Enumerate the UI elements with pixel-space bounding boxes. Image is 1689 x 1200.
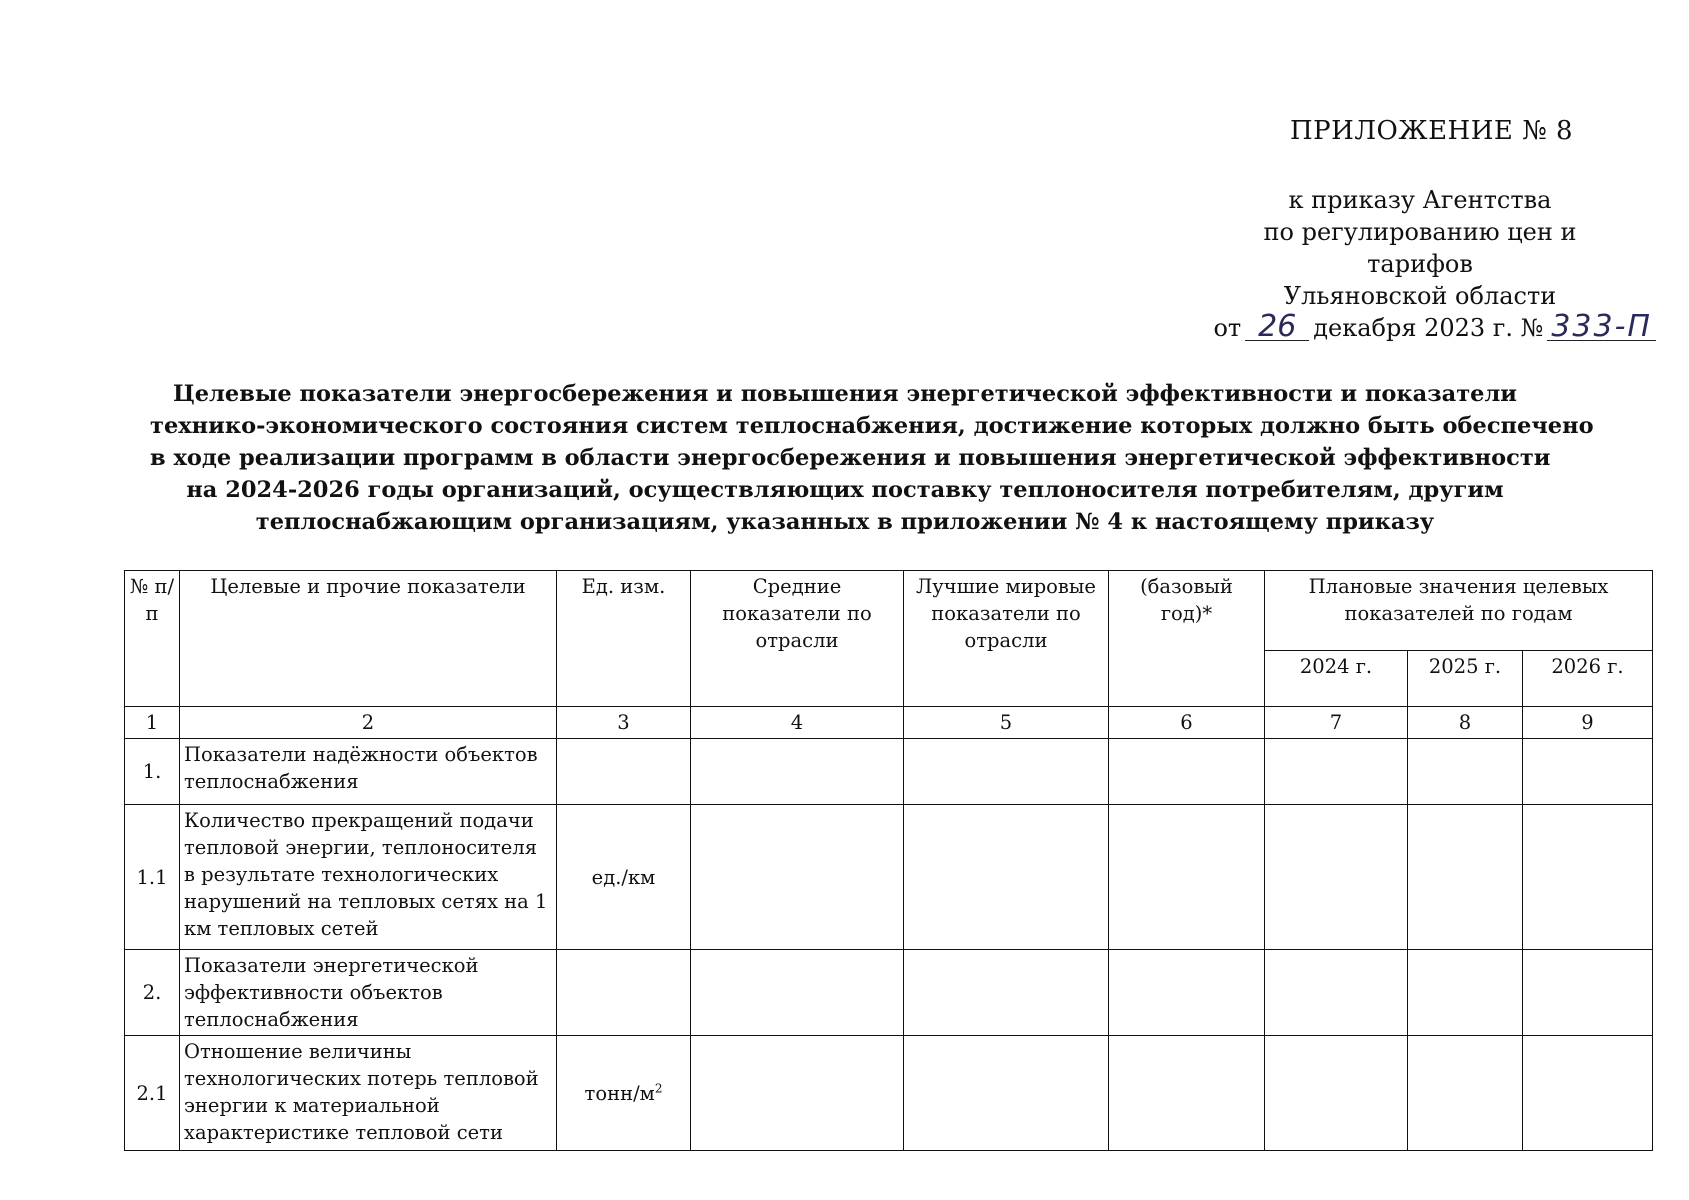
column-number: 9	[1523, 707, 1653, 739]
document-heading	[150, 378, 1594, 538]
cell-2026	[1523, 950, 1653, 1036]
cell-2025	[1408, 805, 1523, 950]
column-number: 4	[691, 707, 904, 739]
row-unit	[557, 739, 691, 805]
heading-line: Целевые показатели энергосбережения и повышения энергетической эффективности и показатели	[172, 381, 1517, 407]
row-unit-text: тонн/м	[584, 1081, 655, 1105]
cell-best	[904, 950, 1109, 1036]
row-unit	[557, 950, 691, 1036]
cell-2025	[1408, 739, 1523, 805]
table-row	[125, 805, 1653, 950]
column-number: 8	[1408, 707, 1523, 739]
column-number: 1	[125, 707, 180, 739]
cell-best	[904, 805, 1109, 950]
column-numbers-row	[125, 707, 1653, 739]
column-number: 5	[904, 707, 1109, 739]
row-unit	[557, 1036, 691, 1151]
header-avg: Средние показатели по отрасли	[691, 571, 904, 707]
cell-2026	[1523, 805, 1653, 950]
order-reference	[1210, 184, 1652, 344]
row-indicator: Количество прекращений подачи тепловой энергии, теплоносителя в результате технологических нарушений на тепловых сетях на 1 км тепловых сетей	[180, 805, 557, 950]
cell-best	[904, 739, 1109, 805]
appendix-title: ПРИЛОЖЕНИЕ № 8	[1290, 116, 1574, 146]
heading-line: на 2024-2026 годы организаций, осуществляющих поставку теплоносителя потребителям, другим	[186, 477, 1504, 503]
row-num: 1.	[125, 739, 180, 805]
order-month-year: декабря 2023 г. №	[1313, 314, 1544, 342]
cell-2024	[1265, 1036, 1408, 1151]
indicators-table	[124, 570, 1653, 1151]
cell-2026	[1523, 1036, 1653, 1151]
header-planned: Плановые значения целевых показателей по годам	[1265, 571, 1653, 651]
row-unit-superscript: 2	[654, 1081, 663, 1095]
header-year-2025: 2025 г.	[1408, 651, 1523, 707]
row-indicator: Показатели энергетической эффективности объектов теплоснабжения	[180, 950, 557, 1036]
cell-2026	[1523, 739, 1653, 805]
heading-line: в ходе реализации программ в области энергосбережения и повышения энергетической эффективности	[150, 445, 1551, 471]
cell-base	[1109, 805, 1265, 950]
order-date-line	[1210, 309, 1660, 344]
header-num: № п/п	[125, 571, 180, 707]
column-number: 6	[1109, 707, 1265, 739]
cell-base	[1109, 739, 1265, 805]
row-num: 2.1	[125, 1036, 180, 1151]
table-row	[125, 739, 1653, 805]
header-year-2024: 2024 г.	[1265, 651, 1408, 707]
header-best: Лучшие мировые показатели по отрасли	[904, 571, 1109, 707]
cell-avg	[691, 950, 904, 1036]
header-indicator: Целевые и прочие показатели	[180, 571, 557, 707]
header-year-2026: 2026 г.	[1523, 651, 1653, 707]
row-num: 1.1	[125, 805, 180, 950]
header-unit: Ед. изм.	[557, 571, 691, 707]
row-indicator: Отношение величины технологических потерь тепловой энергии к материальной характеристике тепловой сети	[180, 1036, 557, 1151]
table-row	[125, 1036, 1653, 1151]
row-num: 2.	[125, 950, 180, 1036]
cell-base	[1109, 1036, 1265, 1151]
cell-best	[904, 1036, 1109, 1151]
column-number: 7	[1265, 707, 1408, 739]
cell-base	[1109, 950, 1265, 1036]
heading-line: технико-экономического состояния систем теплоснабжения, достижение которых должно быть обеспечено	[150, 413, 1594, 439]
handwritten-order-number: 333-П	[1547, 314, 1656, 341]
table-row	[125, 950, 1653, 1036]
cell-avg	[691, 1036, 904, 1151]
cell-2025	[1408, 1036, 1523, 1151]
cell-avg	[691, 739, 904, 805]
cell-2024	[1265, 950, 1408, 1036]
column-number: 2	[180, 707, 557, 739]
order-date-prefix: от	[1213, 314, 1242, 342]
cell-2025	[1408, 950, 1523, 1036]
cell-avg	[691, 805, 904, 950]
row-indicator: Показатели надёжности объектов теплоснабжения	[180, 739, 557, 805]
cell-2024	[1265, 739, 1408, 805]
heading-line: теплоснабжающим организациям, указанных в приложении № 4 к настоящему приказу	[255, 509, 1435, 535]
order-line-1: к приказу Агентства	[1288, 186, 1552, 214]
row-unit: ед./км	[557, 805, 691, 950]
column-number: 3	[557, 707, 691, 739]
header-base: (базовый год)*	[1109, 571, 1265, 707]
order-line-3: Ульяновской области	[1283, 282, 1557, 310]
handwritten-day: 26	[1245, 314, 1309, 341]
order-line-2: по регулированию цен и тарифов	[1263, 218, 1577, 278]
cell-2024	[1265, 805, 1408, 950]
